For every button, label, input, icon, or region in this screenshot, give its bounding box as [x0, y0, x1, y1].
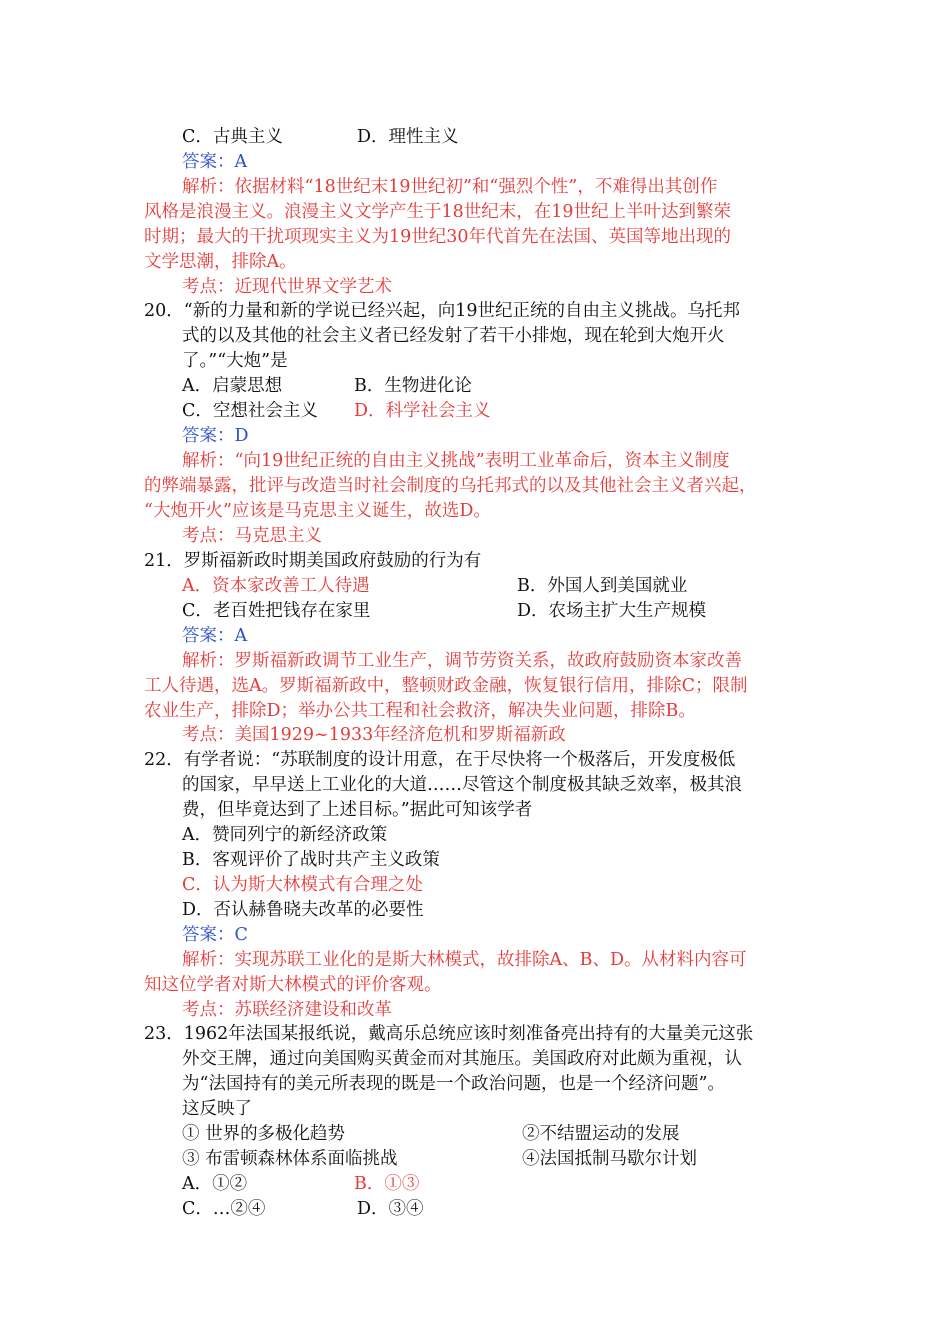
q21-point: 考点：美国1929~1933年经济危机和罗斯福新政: [182, 725, 566, 745]
q23-stem-line: 23．1962年法国某报纸说，戴高乐总统应该时刻准备亮出持有的大量美元这张: [144, 1024, 754, 1044]
q21-answer: 答案：A: [182, 626, 248, 646]
q23-option-c: C．…②④: [182, 1199, 266, 1219]
q21-option-d: D．农场主扩大生产规模: [517, 601, 707, 621]
q20-analysis-line: 解析：“向19世纪正统的自由主义挑战”表明工业革命后，资本主义制度: [182, 451, 730, 471]
q19-answer: 答案：A: [182, 152, 248, 172]
q21-analysis-line: 农业生产，排除D；举办公共工程和社会救济，解决失业问题，排除B。: [144, 701, 696, 721]
q23-item-1: ① 世界的多极化趋势: [182, 1124, 346, 1144]
q20-analysis-line: “大炮开火”应该是马克思主义诞生，故选D。: [144, 501, 491, 521]
q21-stem: 21．罗斯福新政时期美国政府鼓励的行为有: [144, 551, 482, 571]
q22-stem-line: 的国家，早早送上工业化的大道……尽管这个制度极其缺乏效率，极其浪: [182, 775, 742, 795]
q20-stem-line: 20．“新的力量和新的学说已经兴起，向19世纪正统的自由主义挑战。乌托邦: [144, 301, 740, 321]
q22-option-b: B．客观评价了战时共产主义政策: [182, 850, 440, 870]
q22-analysis-line: 知这位学者对斯大林模式的评价客观。: [144, 975, 442, 995]
q19-option-d: D．理性主义: [357, 127, 459, 147]
q23-option-d: D．③④: [357, 1199, 424, 1219]
q22-analysis-line: 解析：实现苏联工业化的是斯大林模式，故排除A、B、D。从材料内容可: [182, 950, 747, 970]
q23-option-a: A．①②: [182, 1174, 248, 1194]
q23-option-b: B．①③: [354, 1174, 420, 1194]
q20-stem-line: 式的以及其他的社会主义者已经发射了若干小排炮，现在轮到大炮开火: [182, 326, 725, 346]
q21-analysis-line: 解析：罗斯福新政调节工业生产，调节劳资关系，故政府鼓励资本家改善: [182, 651, 742, 671]
q20-analysis-line: 的弊端暴露，批评与改造当时社会制度的乌托邦式的以及其他社会主义者兴起，: [144, 476, 757, 496]
q19-point: 考点：近现代世界文学艺术: [182, 277, 392, 297]
q19-analysis-line: 时期；最大的干扰项现实主义为19世纪30年代首先在法国、英国等地出现的: [144, 227, 732, 247]
q21-option-c: C．老百姓把钱存在家里: [182, 601, 371, 621]
q20-answer: 答案：D: [182, 426, 249, 446]
q23-stem-line: 为“法国持有的美元所表现的既是一个政治问题，也是一个经济问题”。: [182, 1074, 725, 1094]
q20-stem-line: 了。”“大炮”是: [182, 351, 288, 371]
q23-stem-line: 这反映了: [182, 1099, 252, 1119]
q21-option-a: A．资本家改善工人待遇: [182, 576, 370, 596]
q20-option-c: C．空想社会主义: [182, 401, 318, 421]
q20-option-b: B．生物进化论: [354, 376, 472, 396]
q22-point: 考点：苏联经济建设和改革: [182, 1000, 392, 1020]
q22-stem-line: 22．有学者说：“苏联制度的设计用意，在于尽快将一个极落后，开发度极低: [144, 750, 736, 770]
q20-point: 考点：马克思主义: [182, 526, 322, 546]
q22-stem-line: 费，但毕竟达到了上述目标。”据此可知该学者: [182, 800, 533, 820]
q19-analysis-line: 风格是浪漫主义。浪漫主义文学产生于18世纪末，在19世纪上半叶达到繁荣: [144, 202, 732, 222]
q22-answer: 答案：C: [182, 925, 248, 945]
q21-analysis-line: 工人待遇，选A。罗斯福新政中，整顿财政金融，恢复银行信用，排除C；限制: [144, 676, 748, 696]
q23-stem-line: 外交王牌，通过向美国购买黄金而对其施压。美国政府对此颇为重视，认: [182, 1049, 742, 1069]
q22-option-a: A．赞同列宁的新经济政策: [182, 825, 388, 845]
q23-item-4: ④法国抵制马歇尔计划: [522, 1149, 697, 1169]
q19-analysis-line: 解析：依据材料“18世纪末19世纪初”和“强烈个性”，不难得出其创作: [182, 177, 718, 197]
q23-item-2: ②不结盟运动的发展: [522, 1124, 680, 1144]
q21-option-b: B．外国人到美国就业: [517, 576, 688, 596]
q22-option-d: D．否认赫鲁晓夫改革的必要性: [182, 900, 424, 920]
q23-item-3: ③ 布雷顿森林体系面临挑战: [182, 1149, 398, 1169]
q22-option-c: C．认为斯大林模式有合理之处: [182, 875, 423, 895]
q20-option-d: D．科学社会主义: [354, 401, 491, 421]
q19-option-c: C．古典主义: [182, 127, 283, 147]
q19-analysis-line: 文学思潮，排除A。: [144, 252, 297, 272]
q20-option-a: A．启蒙思想: [182, 376, 283, 396]
